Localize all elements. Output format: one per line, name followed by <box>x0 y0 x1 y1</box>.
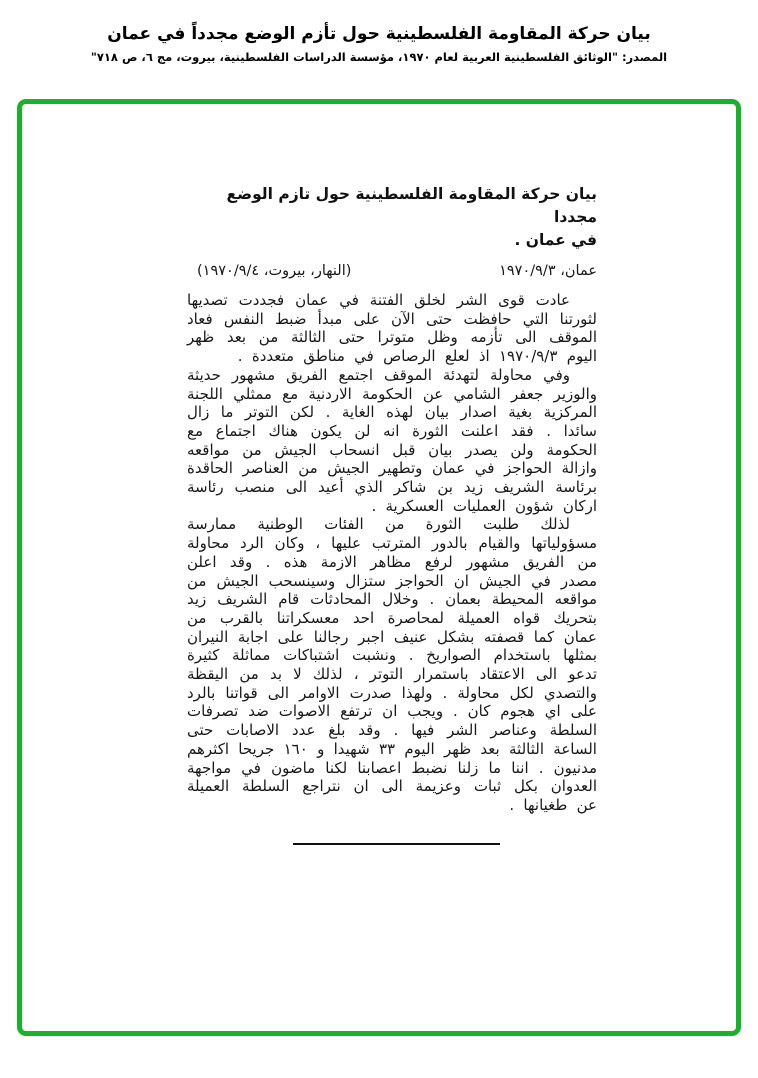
document-title <box>187 183 597 252</box>
document-title-line2: في عمان . <box>514 231 597 249</box>
divider-rule <box>293 843 500 845</box>
paragraph: لذلك طلبت الثورة من الفئات الوطنية ممارسة مسؤولياتها والقيام بالدور المترتب عليها ، وكان الرد محاولة من الفريق مشهور لرفع مظاهر الازمة هذه . وقد اعلن مصدر في الجيش ان الحواجز ستزال وسينسحب الجيش من مواقعه المحيطة بعمان . وخلال المحادثات قام الشريف زيد بتحريك قواه العميلة لمحاصرة احد معسكراتنا بالقرب من عمان كما قصفته بشكل عنيف اجبر رجالنا على اجابة النيران بمثلها باستخدام الصواريخ . ونشبت اشتباكات مماثلة كثيرة تدعو الى الاعتقاد باستمرار التوتر ، لذلك لا بد من اليقظة والتصدي لكل محاولة . ولهذا صدرت الاوامر الى قواتنا بالرد على اي هجوم كان . ويجب ان ترتفع الاصوات ضد تصرفات السلطة وعناصر الشر فيها . وقد بلغ عدد الاصابات حتى الساعة الثالثة بعد ظهر اليوم ٣٣ شهيدا و ١٦٠ جريحا اكثرهم مدنيون . اننا ما زلنا نضبط اعصابنا لكنا ماضون في مواجهة العدوان بكل ثبات وعزيمة الى ان نتراجع السلطة العميلة عن طغيانها . <box>187 515 597 814</box>
document-body <box>187 291 597 815</box>
paragraph: وفي محاولة لتهدئة الموقف اجتمع الفريق مشهور حديثة والوزير جعفر الشامي عن الحكومة الاردنية مع ممثلي اللجنة المركزية بغية اصدار بيان لهذه الغاية . لكن التوتر ما زال سائدا . فقد اعلنت الثورة انه لن يكون هناك اجتماع مع الحكومة ولن يصدر بيان قبل انسحاب الجيش من مواقعه وازالة الحواجز في عمان وتطهير الجيش من العناصر الحاقدة برئاسة الشريف زيد بن شاكر الذي أعيد الى منصب رئاسة اركان شؤون العمليات العسكرية . <box>187 365 597 515</box>
dateline-place-date: عمان، ١٩٧٠/٩/٣ <box>499 263 597 279</box>
dateline-publication: (النهار، بيروت، ١٩٧٠/٩/٤) <box>197 263 352 279</box>
source-line: المصدر: "الوثائق الفلسطينية العربية لعام ١٩٧٠، مؤسسة الدراسات الفلسطينية، بيروت، مج ٦، ص ٧١٨" <box>90 50 668 64</box>
paragraph: عادت قوى الشر لخلق الفتنة في عمان فجددت تصديها لثورتنا التي حافظت حتى الآن على مبدأ ضبط النفس فعاد الموقف الى تأزمه وظل متوترا حتى الثالثة من بعد ظهر اليوم ١٩٧٠/٩/٣ اذ لعلع الرصاص في مناطق متعددة . <box>187 291 597 366</box>
dateline <box>187 262 597 281</box>
page-title: بيان حركة المقاومة الفلسطينية حول تأزم الوضع مجدداً في عمان <box>107 24 651 44</box>
document-title-line1: بيان حركة المقاومة الفلسطينية حول تازم الوضع مجددا <box>226 185 597 226</box>
scanned-document <box>187 183 597 845</box>
scan-frame <box>17 99 741 1036</box>
page-header <box>0 24 758 64</box>
